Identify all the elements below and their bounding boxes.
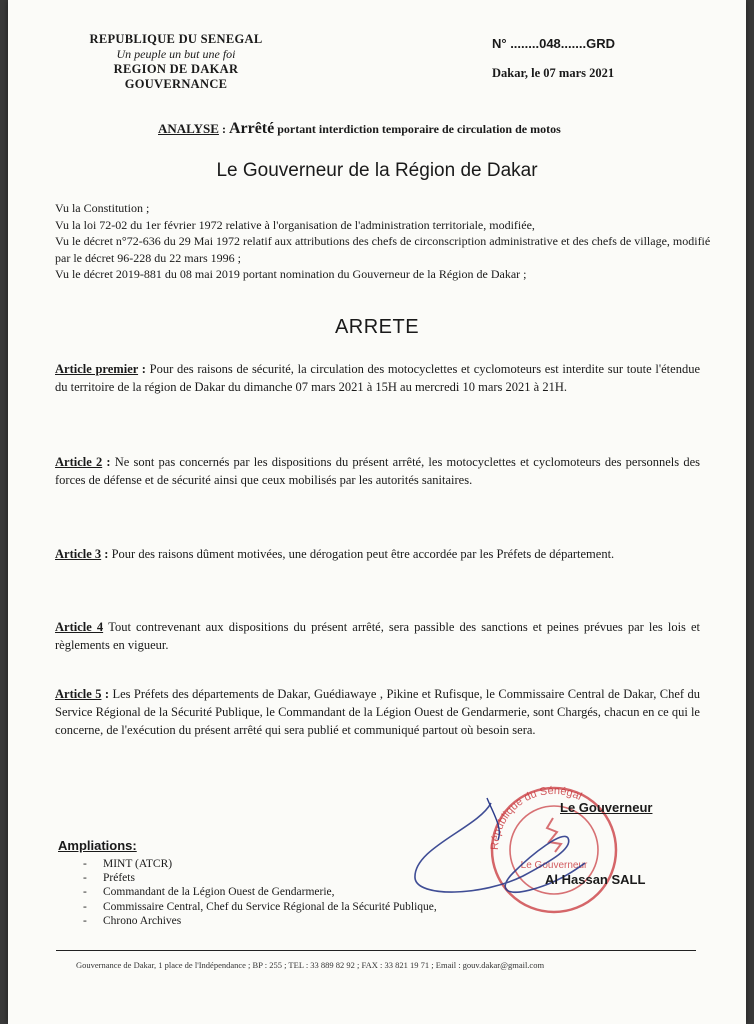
signatory-title: Le Gouverneur bbox=[560, 800, 653, 815]
vu-line: Vu la loi 72-02 du 1er février 1972 relative à l'organisation de l'administration territoriale, modifiée, bbox=[55, 217, 535, 232]
footer-divider bbox=[56, 950, 696, 951]
office-name: GOUVERNANCE bbox=[124, 77, 228, 91]
article-text: Pour des raisons de sécurité, la circulation des motocyclettes et cyclomoteurs est interdite sur toute l'étendue du territoire de la région de Dakar du dimanche 07 mars 2021 à 15H au mercredi 10 mars 2021 à 21H. bbox=[55, 362, 700, 394]
analyse-sep: : bbox=[218, 122, 229, 136]
number-value: 048 bbox=[539, 36, 561, 51]
number-label: N° ........ bbox=[492, 36, 540, 51]
signatory-name: Al Hassan SALL bbox=[545, 872, 646, 887]
official-stamp-and-signature bbox=[403, 768, 653, 918]
number-suffix: .......GRD bbox=[560, 36, 615, 51]
stamp-text: République du Sénégal bbox=[488, 784, 584, 851]
reference-number bbox=[492, 36, 615, 51]
article-3: Article 3 : Pour des raisons dûment motivées, une dérogation peut être accordée par les Préfets de département. bbox=[55, 547, 615, 561]
analyse-text: portant interdiction temporaire de circulation de motos bbox=[274, 122, 561, 136]
stamp-inner-text: Le Gouverneur bbox=[520, 860, 588, 871]
vu-line: Vu le décret n°72-636 du 29 Mai 1972 relatif aux attributions des chefs de circonscription administrative et des chefs de village, modifié par le décret 96-228 du 22 mars 1996 ; bbox=[55, 234, 711, 265]
article-5: Article 5 : Les Préfets des départements de Dakar, Guédiawaye , Pikine et Rufisque, le Commissaire Central de Dakar, Chef du Service Régional de la Sécurité Publique, le Commandant de la Légion Ouest de Gendarmerie, sont Chargés, chacun en ce qui le concerne, de l'exécution du présent arrêté qui sera publié et communiqué partout où besoin sera. bbox=[55, 687, 700, 737]
ampliations-list bbox=[83, 857, 437, 928]
region-name: REGION DE DAKAR bbox=[113, 62, 239, 76]
article-text: Ne sont pas concernés par les dispositions du présent arrêté, les motocyclettes et cyclomoteurs des personnels des forces de défense et de sécurité ainsi que ceux mobilisés par les autorités sanitaires. bbox=[55, 455, 700, 487]
list-item: - MINT (ATCR) bbox=[83, 858, 173, 870]
footer-address: Gouvernance de Dakar, 1 place de l'Indépendance ; BP : 255 ; TEL : 33 889 82 92 ; FAX : 33 821 19 71 ; Email : gouv.dakar@gmail.com bbox=[76, 960, 545, 970]
document-date: Dakar, le 07 mars 2021 bbox=[492, 66, 615, 80]
list-item: - Préfets bbox=[83, 872, 135, 885]
article-text: Tout contrevenant aux dispositions du présent arrêté, sera passible des sanctions et peines prévues par les lois et règlements en vigueur. bbox=[55, 620, 700, 652]
analyse-line bbox=[158, 120, 718, 138]
vu-line: Vu le décret 2019-881 du 08 mai 2019 portant nomination du Gouverneur de la Région de Dakar ; bbox=[55, 267, 527, 281]
article-1: Article premier : Pour des raisons de sécurité, la circulation des motocyclettes et cyclomoteurs est interdite sur toute l'étendue du territoire de la région de Dakar du dimanche 07 mars 2021 à 15H au mercredi 10 mars 2021 à 21H. bbox=[55, 362, 700, 394]
letterhead bbox=[46, 32, 306, 92]
article-4 bbox=[55, 618, 700, 654]
list-item: - Commissaire Central, Chef du Service Régional de la Sécurité Publique, bbox=[83, 900, 437, 913]
document-title: Le Gouverneur de la Région de Dakar bbox=[216, 160, 538, 181]
article-label: Article 5 bbox=[55, 687, 102, 701]
document-page bbox=[8, 0, 746, 1024]
list-item: - Commandant de la Légion Ouest de Gendarmerie, bbox=[83, 886, 335, 899]
ampliations-heading: Ampliations: bbox=[58, 838, 137, 853]
analyse-arrete: Arrêté bbox=[228, 120, 275, 137]
article-label: Article premier bbox=[55, 362, 139, 376]
article-text: Les Préfets des départements de Dakar, Guédiawaye , Pikine et Rufisque, le Commissaire Central de Dakar, Chef du Service Régional de la Sécurité Publique, le Commandant de la Légion Ouest de Gendarmerie, sont Chargés, chacun en ce qui le concerne, de l'exécution du présent arrêté qui sera publié et communiqué partout où besoin sera. bbox=[55, 687, 700, 737]
article-label: Article 4 bbox=[55, 620, 104, 634]
list-item: - Chrono Archives bbox=[83, 914, 182, 927]
country-name: REPUBLIQUE DU SENEGAL bbox=[89, 32, 263, 46]
article-label: Article 2 bbox=[55, 455, 103, 469]
analyse-label: ANALYSE bbox=[158, 121, 219, 136]
article-2: Article 2 : Ne sont pas concernés par les dispositions du présent arrêté, les motocyclettes et cyclomoteurs des personnels des forces de défense et de sécurité ainsi que ceux mobilisés par les autorités sanitaires. bbox=[55, 455, 700, 487]
arrete-heading: ARRETE bbox=[334, 316, 420, 338]
article-label: Article 3 bbox=[55, 547, 102, 561]
national-motto: Un peuple un but une foi bbox=[116, 47, 236, 61]
article-text: Pour des raisons dûment motivées, une dérogation peut être accordée par les Préfets de département. bbox=[111, 547, 615, 561]
vu-line: Vu la Constitution ; bbox=[55, 201, 150, 215]
vu-section bbox=[55, 200, 715, 283]
